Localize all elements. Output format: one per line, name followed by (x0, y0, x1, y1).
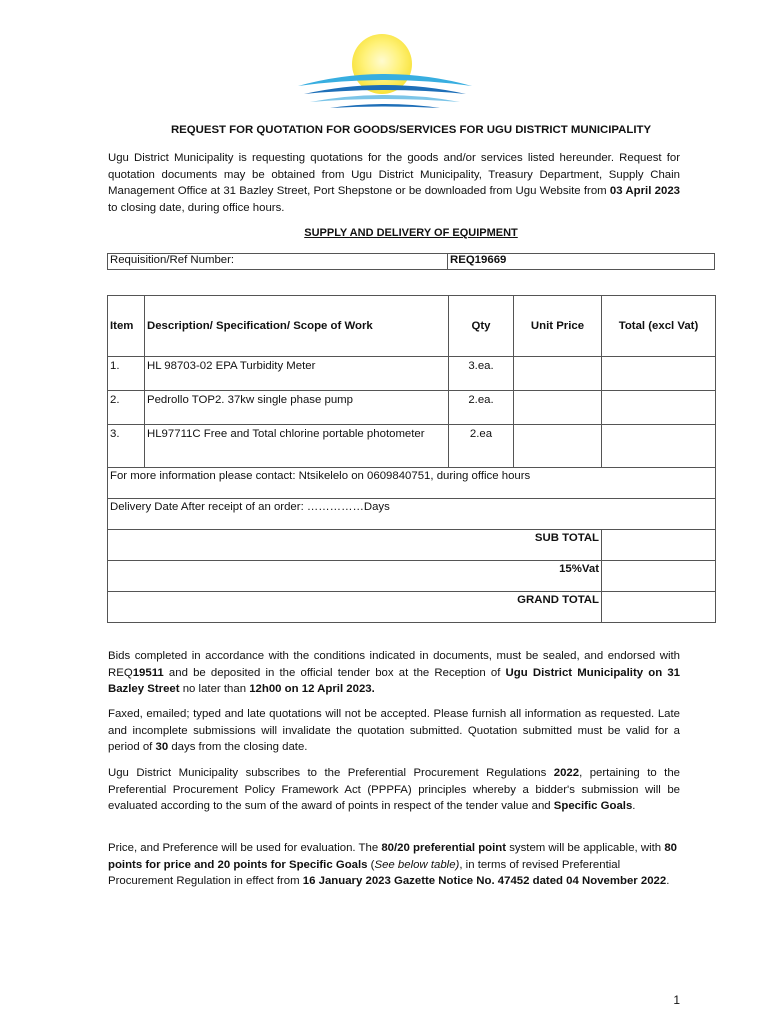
table-header-row (108, 296, 716, 357)
row-qty: 3.ea. (449, 357, 514, 391)
requisition-label: Requisition/Ref Number: (108, 254, 448, 270)
header-total: Total (excl Vat) (602, 296, 716, 357)
header-item: Item (108, 296, 145, 357)
row-total[interactable] (602, 391, 716, 425)
sub-total-label: SUB TOTAL (108, 530, 602, 561)
row-unit-price[interactable] (514, 357, 602, 391)
grand-total-value[interactable] (602, 592, 716, 623)
requisition-number: REQ19669 (448, 254, 715, 270)
header-qty: Qty (449, 296, 514, 357)
row-description: Pedrollo TOP2. 37kw single phase pump (145, 391, 449, 425)
requisition-table (107, 253, 715, 270)
vat-label: 15%Vat (108, 561, 602, 592)
table-row (108, 425, 716, 468)
delivery-row (108, 499, 716, 530)
grand-total-label: GRAND TOTAL (108, 592, 602, 623)
row-unit-price[interactable] (514, 425, 602, 468)
header-description: Description/ Specification/ Scope of Work (145, 296, 449, 357)
page-number: 1 (673, 993, 680, 1007)
evaluation-paragraph: Price, and Preference will be used for evaluation. The 80/20 preferential point system will be applicable, with 80 points for price and 20 points for Specific Goals (See below table), in terms of revised Preferential Procurement Regulation in effect from 16 January 2023 Gazette Notice No. 47452 dated 04 November 2022. (108, 842, 677, 887)
quotation-table (107, 295, 716, 623)
contact-row (108, 468, 716, 499)
row-description: HL 98703-02 EPA Turbidity Meter (145, 357, 449, 391)
sub-total-value[interactable] (602, 530, 716, 561)
header-unit-price: Unit Price (514, 296, 602, 357)
contact-text: For more information please contact: Ntsikelelo on 0609840751, during office hours (108, 468, 716, 499)
grand-total-row (108, 592, 716, 623)
vat-value[interactable] (602, 561, 716, 592)
document-title: REQUEST FOR QUOTATION FOR GOODS/SERVICES FOR UGU DISTRICT MUNICIPALITY (170, 124, 652, 136)
row-unit-price[interactable] (514, 391, 602, 425)
vat-row (108, 561, 716, 592)
row-item: 3. (108, 425, 145, 468)
row-item: 2. (108, 391, 145, 425)
submission-paragraph: Bids completed in accordance with the conditions indicated in documents, must be sealed, and endorsed with REQ19511 and be deposited in the official tender box at the Reception of Ugu District Municipality on 31 Bazley Street no later than 12h00 on 12 April 2023. (108, 650, 680, 695)
table-row (108, 391, 716, 425)
intro-paragraph: Ugu District Municipality is requesting quotations for the goods and/or services listed hereunder. Request for quotation documents may be obtained from Ugu District Municipality, Treasury Department, Supply Chain Management Office at 31 Bazley Street, Port Shepstone or be downloaded from Ugu Website from 03 April 2023 to closing date, during office hours. (108, 152, 680, 214)
late-quotations-paragraph: Faxed, emailed; typed and late quotations will not be accepted. Please furnish all information as requested. Late and incomplete submissions will invalidate the quotation submitted. Quotation submitted must be valid for a period of 30 days from the closing date. (108, 708, 680, 753)
preferential-regulations-paragraph: Ugu District Municipality subscribes to the Preferential Procurement Regulations 2022, pertaining to the Preferential Procurement Policy Framework Act (PPPFA) principles whereby a bidder's submission will be evaluated according to the sum of the award of points in respect of the tender value and Specific Goals. (108, 767, 681, 812)
delivery-text: Delivery Date After receipt of an order: ……………Days (108, 499, 716, 530)
sub-total-row (108, 530, 716, 561)
ugu-logo (290, 34, 480, 114)
row-description: HL97711C Free and Total chlorine portable photometer (145, 425, 449, 468)
section-subheading: SUPPLY AND DELIVERY OF EQUIPMENT (304, 227, 518, 239)
row-total[interactable] (602, 425, 716, 468)
table-row (108, 357, 716, 391)
row-total[interactable] (602, 357, 716, 391)
row-item: 1. (108, 357, 145, 391)
row-qty: 2.ea (449, 425, 514, 468)
row-qty: 2.ea. (449, 391, 514, 425)
